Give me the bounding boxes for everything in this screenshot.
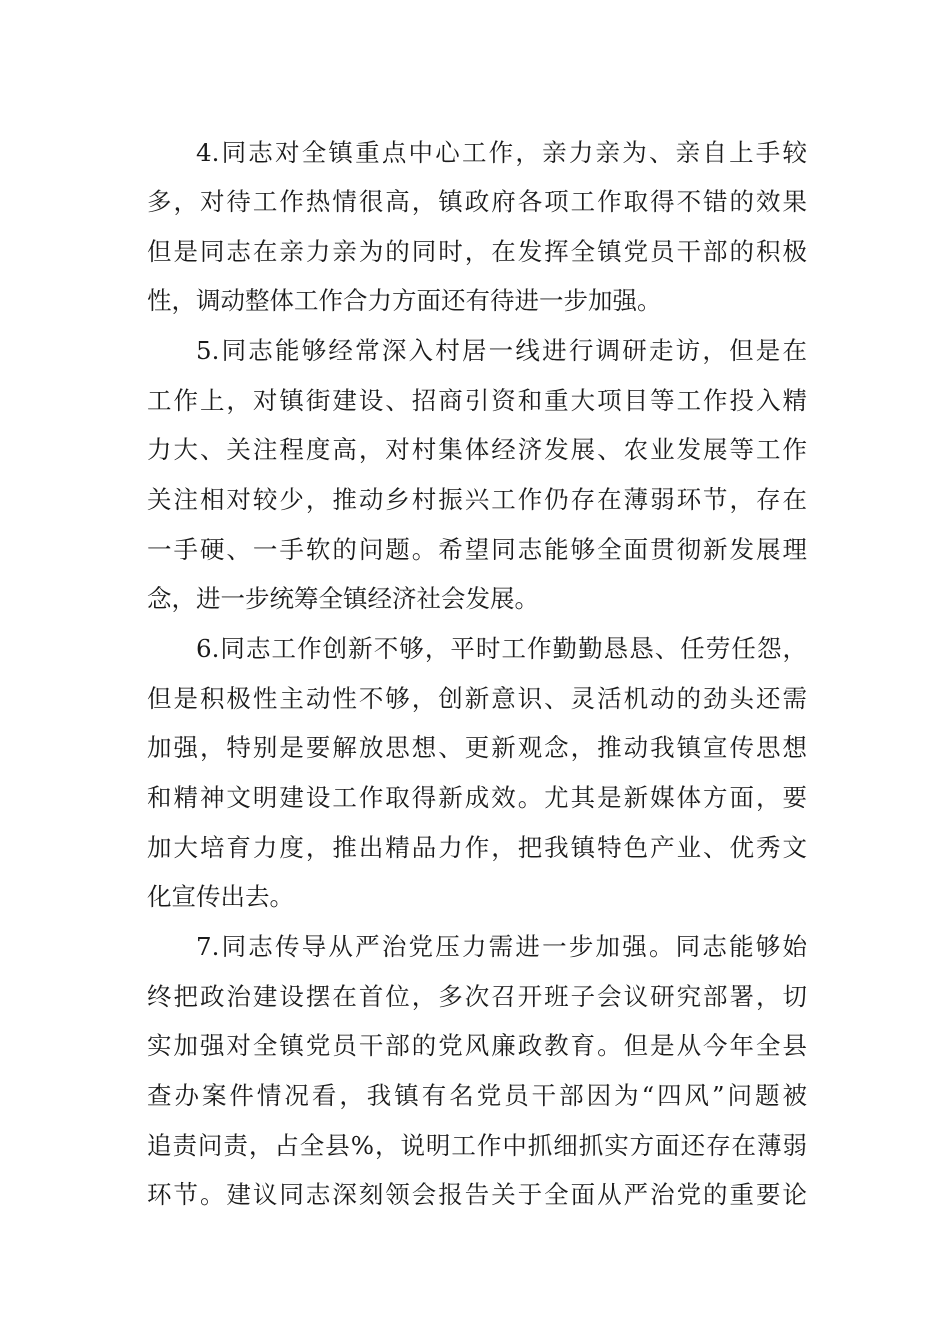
text-line: 加强，特别是要解放思想、更新观念，推动我镇宣传思想 <box>147 733 807 762</box>
text-line: 查办案件情况看，我镇有名党员干部因为“四风”问题被 <box>147 1081 807 1110</box>
text-line: 实加强对全镇党员干部的党风廉政教育。但是从今年全县 <box>147 1031 807 1060</box>
text-line: 和精神文明建设工作取得新成效。尤其是新媒体方面，要 <box>147 783 807 812</box>
text-line: 性，调动整体工作合力方面还有待进一步加强。 <box>147 286 662 315</box>
text-line: 6.同志工作创新不够，平时工作勤勤恳恳、任劳任怨， <box>196 634 807 663</box>
text-line: 多，对待工作热情很高，镇政府各项工作取得不错的效果 <box>147 187 807 216</box>
text-line: 5.同志能够经常深入村居一线进行调研走访，但是在 <box>196 336 807 365</box>
text-line: 但是积极性主动性不够，创新意识、灵活机动的劲头还需 <box>147 684 807 713</box>
text-line: 工作上，对镇街建设、招商引资和重大项目等工作投入精 <box>147 386 807 415</box>
text-line: 加大培育力度，推出精品力作，把我镇特色产业、优秀文 <box>147 833 807 862</box>
text-line: 化宣传出去。 <box>147 882 294 911</box>
text-line: 但是同志在亲力亲为的同时，在发挥全镇党员干部的积极 <box>147 237 807 266</box>
text-line: 关注相对较少，推动乡村振兴工作仍存在薄弱环节，存在 <box>147 485 807 514</box>
text-line: 终把政治建设摆在首位，多次召开班子会议研究部署，切 <box>147 982 807 1011</box>
text-line: 7.同志传导从严治党压力需进一步加强。同志能够始 <box>196 932 807 961</box>
text-line: 环节。建议同志深刻领会报告关于全面从严治党的重要论 <box>147 1180 807 1209</box>
text-line: 念，进一步统筹全镇经济社会发展。 <box>147 584 539 613</box>
text-line: 一手硬、一手软的问题。希望同志能够全面贯彻新发展理 <box>147 535 807 564</box>
text-line: 4.同志对全镇重点中心工作，亲力亲为、亲自上手较 <box>196 138 807 167</box>
text-line: 追责问责，占全县%，说明工作中抓细抓实方面还存在薄弱 <box>147 1131 807 1160</box>
text-line: 力大、关注程度高，对村集体经济发展、农业发展等工作 <box>147 435 807 464</box>
